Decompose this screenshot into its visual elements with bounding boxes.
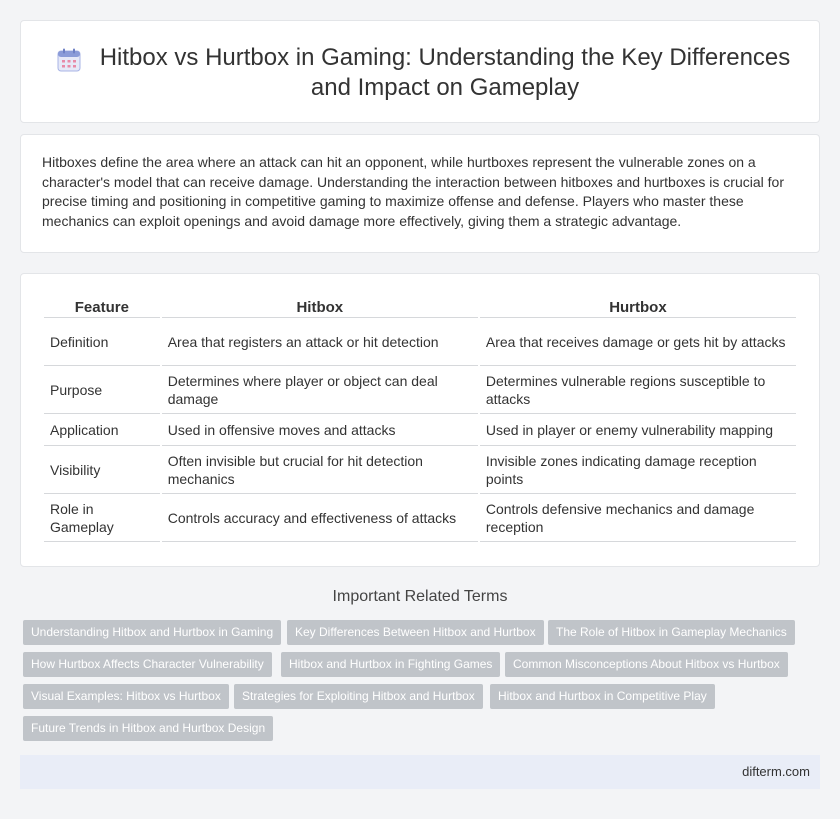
hurtbox-cell: Used in player or enemy vulnerability mapping <box>480 414 796 446</box>
table-row <box>44 366 796 414</box>
hitbox-cell: Determines where player or object can deal damage <box>162 366 478 414</box>
feature-cell: Visibility <box>44 446 160 494</box>
related-term-tag[interactable]: Hitbox and Hurtbox in Fighting Games <box>281 652 500 677</box>
comparison-table-card <box>20 273 820 567</box>
intro-card <box>20 134 820 253</box>
comparison-table <box>42 296 798 542</box>
feature-cell: Role in Gameplay <box>44 494 160 542</box>
hurtbox-cell: Area that receives damage or gets hit by attacks <box>480 318 796 366</box>
feature-cell: Definition <box>44 318 160 366</box>
hurtbox-cell: Determines vulnerable regions susceptible to attacks <box>480 366 796 414</box>
table-row <box>44 446 796 494</box>
related-term-tag[interactable]: Hitbox and Hurtbox in Competitive Play <box>490 684 715 709</box>
header-hitbox: Hitbox <box>162 296 478 318</box>
hitbox-cell: Controls accuracy and effectiveness of attacks <box>162 494 478 542</box>
header-feature: Feature <box>44 296 160 318</box>
table-row <box>44 494 796 542</box>
intro-paragraph: Hitboxes define the area where an attack can hit an opponent, while hurtboxes represent the vulnerable zones on a character's model that can receive damage. Understanding the interaction between hitboxes and hurtboxes is crucial for precise timing and positioning in competitive gaming to maximize offense and defense. Players who master these mechanics can exploit openings and avoid damage more effectively, giving them a strategic advantage. <box>42 154 784 229</box>
footer-site-link[interactable]: difterm.com <box>742 764 810 779</box>
feature-cell: Application <box>44 414 160 446</box>
table-row <box>44 318 796 366</box>
related-term-tag[interactable]: How Hurtbox Affects Character Vulnerability <box>23 652 272 677</box>
hurtbox-cell: Invisible zones indicating damage reception points <box>480 446 796 494</box>
related-term-tag[interactable]: The Role of Hitbox in Gameplay Mechanics <box>548 620 795 645</box>
related-term-tag[interactable]: Understanding Hitbox and Hurtbox in Gaming <box>23 620 281 645</box>
related-term-tag[interactable]: Future Trends in Hitbox and Hurtbox Design <box>23 716 273 741</box>
hitbox-cell: Used in offensive moves and attacks <box>162 414 478 446</box>
title-card <box>20 20 820 123</box>
table-header-row <box>44 296 796 318</box>
header-hurtbox: Hurtbox <box>480 296 796 318</box>
hitbox-cell: Area that registers an attack or hit detection <box>162 318 478 366</box>
related-term-tag[interactable]: Key Differences Between Hitbox and Hurtbox <box>287 620 544 645</box>
calendar-icon <box>57 48 81 72</box>
page-title: Hitbox vs Hurtbox in Gaming: Understanding the Key Differences and Impact on Gameplay <box>99 44 791 101</box>
hurtbox-cell: Controls defensive mechanics and damage reception <box>480 494 796 542</box>
table-row <box>44 414 796 446</box>
feature-cell: Purpose <box>44 366 160 414</box>
hitbox-cell: Often invisible but crucial for hit detection mechanics <box>162 446 478 494</box>
related-term-tag[interactable]: Visual Examples: Hitbox vs Hurtbox <box>23 684 229 709</box>
footer <box>20 755 820 789</box>
related-terms-heading: Important Related Terms <box>332 588 508 605</box>
related-term-tag[interactable]: Strategies for Exploiting Hitbox and Hurtbox <box>234 684 483 709</box>
related-term-tag[interactable]: Common Misconceptions About Hitbox vs Hurtbox <box>505 652 788 677</box>
